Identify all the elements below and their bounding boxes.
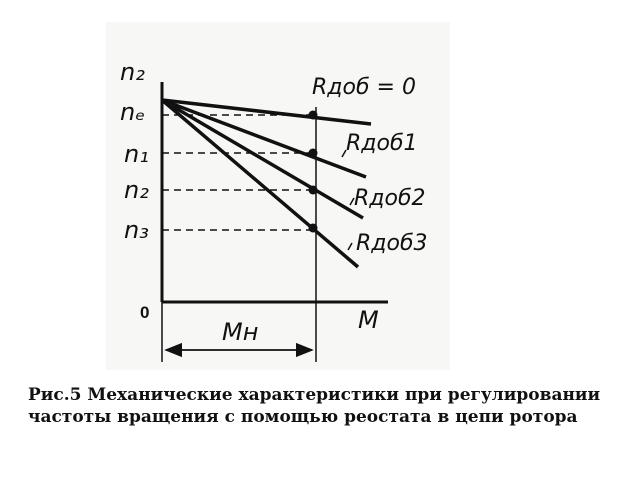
y-tick-n3: n₃ [124,216,149,244]
operating-point-r0 [309,111,318,120]
leader-r3 [348,243,352,250]
mechanical-characteristics-diagram [106,22,450,370]
y-tick-ne: nₑ [120,98,146,126]
curve-r2 [162,100,363,218]
rated-torque-label: Mн [222,318,259,346]
curve-label-r1: Rдоб1 [346,131,418,156]
curve-label-r3: Rдоб3 [356,231,428,256]
operating-point-r2 [309,186,318,195]
y-axis-label: n₂ [120,58,145,86]
y-tick-n1: n₁ [124,140,149,168]
operating-point-r1 [309,149,318,158]
curve-r3 [162,100,358,267]
caption-line-2: частоты вращения с помощью реостата в цепи ротора [28,407,578,427]
x-axis-label: M [358,306,379,334]
origin-label: 0 [140,303,150,322]
curve-label-r0: Rдоб = 0 [312,75,416,100]
figure-caption [28,384,628,428]
operating-point-r3 [309,224,318,233]
curve-label-r2: Rдоб2 [354,186,426,211]
figure-panel [106,22,450,370]
y-tick-n2: n₂ [124,176,149,204]
caption-line-1: Рис.5 Механические характеристики при регулировании [28,385,601,405]
